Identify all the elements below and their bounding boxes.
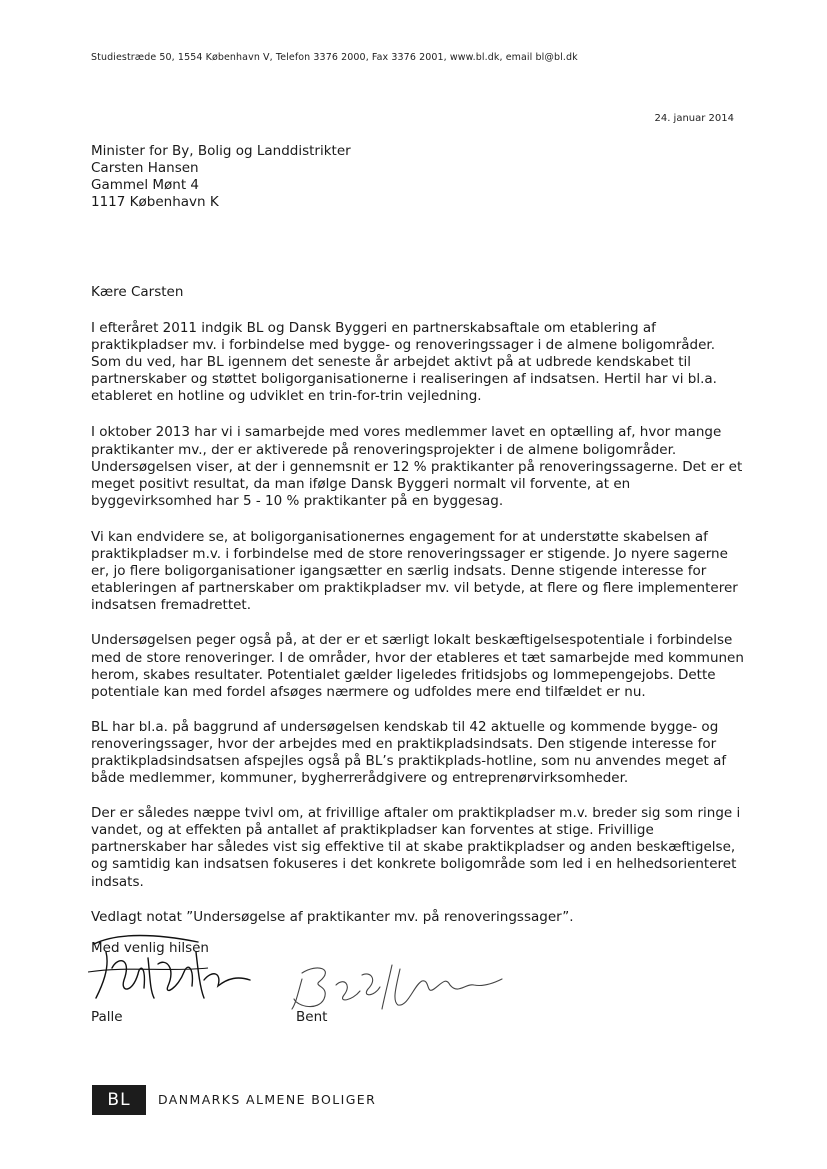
signature-palle-icon — [88, 928, 258, 1008]
recipient-line: Minister for By, Bolig og Landdistrikter — [91, 143, 351, 159]
letter-date: 24. januar 2014 — [654, 113, 734, 124]
signature-bent-icon — [288, 955, 518, 1015]
letter-body — [91, 320, 746, 944]
recipient-line: 1117 København K — [91, 194, 219, 210]
bl-logo: BL — [92, 1085, 146, 1115]
paragraph: BL har bl.a. på baggrund af undersøgelsen kendskab til 42 aktuelle og kommende bygge- og renoveringssager, hvor der arbejdes med en praktikpladsindsats. Den stigende interesse for praktikpladsindsatsen afspejles også på BL’s praktikplads-hotline, som nu anvendes meget af både medlemmer, kommuner, bygherrerådgivere og entreprenørvirksomheder. — [91, 718, 727, 787]
letterhead-contact: Studiestræde 50, 1554 København V, Telefon 3376 2000, Fax 3376 2001, www.bl.dk, email bl@bl.dk — [91, 52, 578, 63]
closing: Med venlig hilsen — [91, 940, 209, 956]
paragraph: Vi kan endvidere se, at boligorganisationernes engagement for at understøtte skabelsen af praktikpladser m.v. i forbindelse med de store renoveringssager er stigende. Jo nyere sagerne er, jo flere boligorganisationer igangsætter en særlig indsats. Denne stigende interesse for etableringen af partnerskaber om praktikpladser mv. vil betyde, at flere og flere implementerer indsatsen fremadrettet. — [91, 528, 738, 614]
recipient-line: Gammel Mønt 4 — [91, 177, 200, 193]
paragraph: Vedlagt notat ”Undersøgelse af praktikanter mv. på renoveringssager”. — [91, 908, 574, 925]
paragraph: Undersøgelsen peger også på, at der er et særligt lokalt beskæftigelsespotentiale i forbindelse med de store renoveringer. I de områder, hvor der etableres et tæt samarbejde med kommunen herom, skabes resultater. Potentialet gælder ligeledes fritidsjobs og lommepengejobs. Dette potentiale kan med fordel afsøges nærmere og udfoldes mere end tilfældet er nu. — [91, 632, 744, 700]
signatory-name-palle: Palle — [91, 1009, 123, 1025]
signatory-name-bent: Bent — [296, 1009, 328, 1025]
paragraph: I oktober 2013 har vi i samarbejde med vores medlemmer lavet en optælling af, hvor mange praktikanter mv., der er aktiverede på renoveringsprojekter i de almene boligområder. Undersøgelsen viser, at der i gennemsnit er 12 % praktikanter på renoveringssagerne. Det er et meget positivt resultat, da man ifølge Dansk Byggeri normalt vil forvente, at en byggevirksomhed har 5 - 10 % praktikanter på en byggesag. — [91, 424, 743, 509]
organization-name: DANMARKS ALMENE BOLIGER — [158, 1092, 377, 1107]
recipient-address — [91, 143, 351, 211]
recipient-line: Carsten Hansen — [91, 160, 199, 176]
paragraph: I efteråret 2011 indgik BL og Dansk Byggeri en partnerskabsaftale om etablering af praktikpladser mv. i forbindelse med bygge- og renoveringssager i de almene boligområder. Som du ved, har BL igennem det seneste år arbejdet aktivt på at udbrede kendskabet til partnerskaber og støttet boligorganisationerne i realiseringen af indsatsen. Hertil har vi bl.a. etableret en hotline og udviklet en trin-for-trin vejledning. — [91, 320, 717, 405]
greeting: Kære Carsten — [91, 284, 184, 300]
paragraph: Der er således næppe tvivl om, at frivillige aftaler om praktikpladser m.v. breder sig som ringe i vandet, og at effekten på antallet af praktikpladser kan forventes at stige. Frivillige partnerskaber har således vist sig effektive til at skabe praktikpladser og anden beskæftigelse, og samtidig kan indsatsen fokuseres i det konkrete boligområde som led i en helhedsorienteret indsats. — [91, 805, 741, 890]
